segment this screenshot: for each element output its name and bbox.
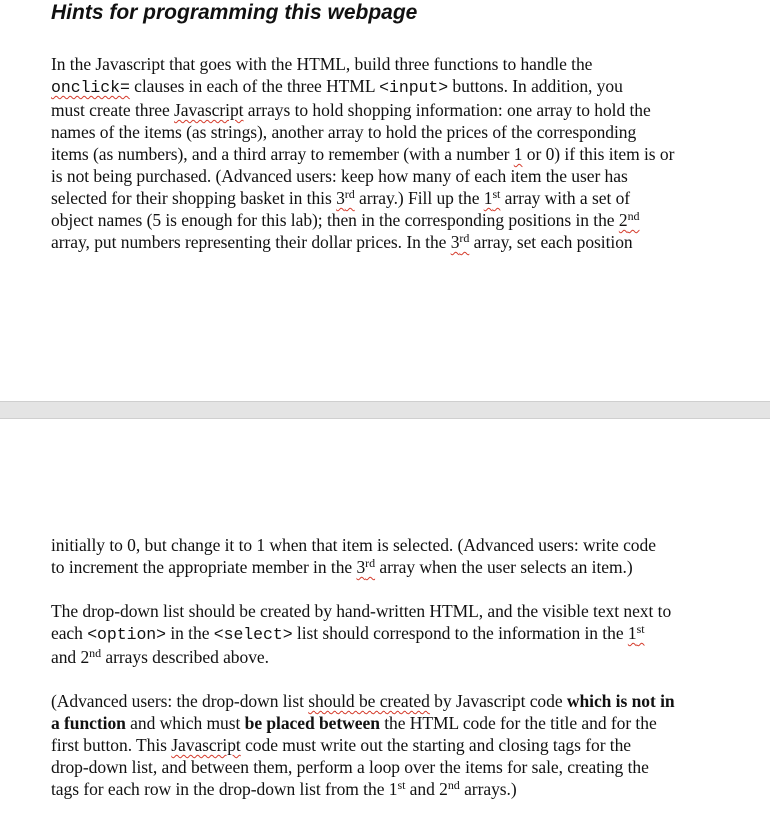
code-input: <input> [379,78,449,97]
paragraph-selection: initially to 0, but change it to 1 when that item is selected. (Advanced users: write code to increment the appropriate member in the 3rd array when the user selects an item.) [51,535,656,577]
code-onclick: onclick= [51,78,130,97]
page-break-gap [0,401,770,419]
paragraph-dropdown: The drop-down list should be created by hand-written HTML, and the visible text next to each <option> in the <select> list should correspond to the information in the 1st and 2nd arrays described above. [51,601,672,667]
code-select: <select> [213,625,293,644]
page-heading: Hints for programming this webpage [51,1,418,24]
paragraph-advanced: (Advanced users: the drop-down list should be created by Javascript code which is not in a function and which must be placed between the HTML code for the title and for the first button. This Javascript code must write out the starting and closing tags for the drop-down list, and between them, perform a loop over the items for sale, creating the tags for each row in the drop-down list from the 1st and 2nd arrays.) [51,691,675,799]
paragraph-arrays: In the Javascript that goes with the HTML, build three functions to handle the onclick= clauses in each of the three HTML <input> buttons. In addition, you must create three Javascript arrays to hold shopping information: one array to hold the names of the items (as strings), another array to hold the prices of the corresponding items (as numbers), and a third array to remember (with a number 1 or 0) if this item is or is not being purchased. (Advanced users: keep how many of each item the user has selected for their shopping basket in this 3rd array.) Fill up the 1st array with a set of object names (5 is enough for this lab); then in the corresponding positions in the 2nd array, put numbers representing their dollar prices. In the 3rd array, set each position [51,54,675,252]
code-option: <option> [87,625,167,644]
